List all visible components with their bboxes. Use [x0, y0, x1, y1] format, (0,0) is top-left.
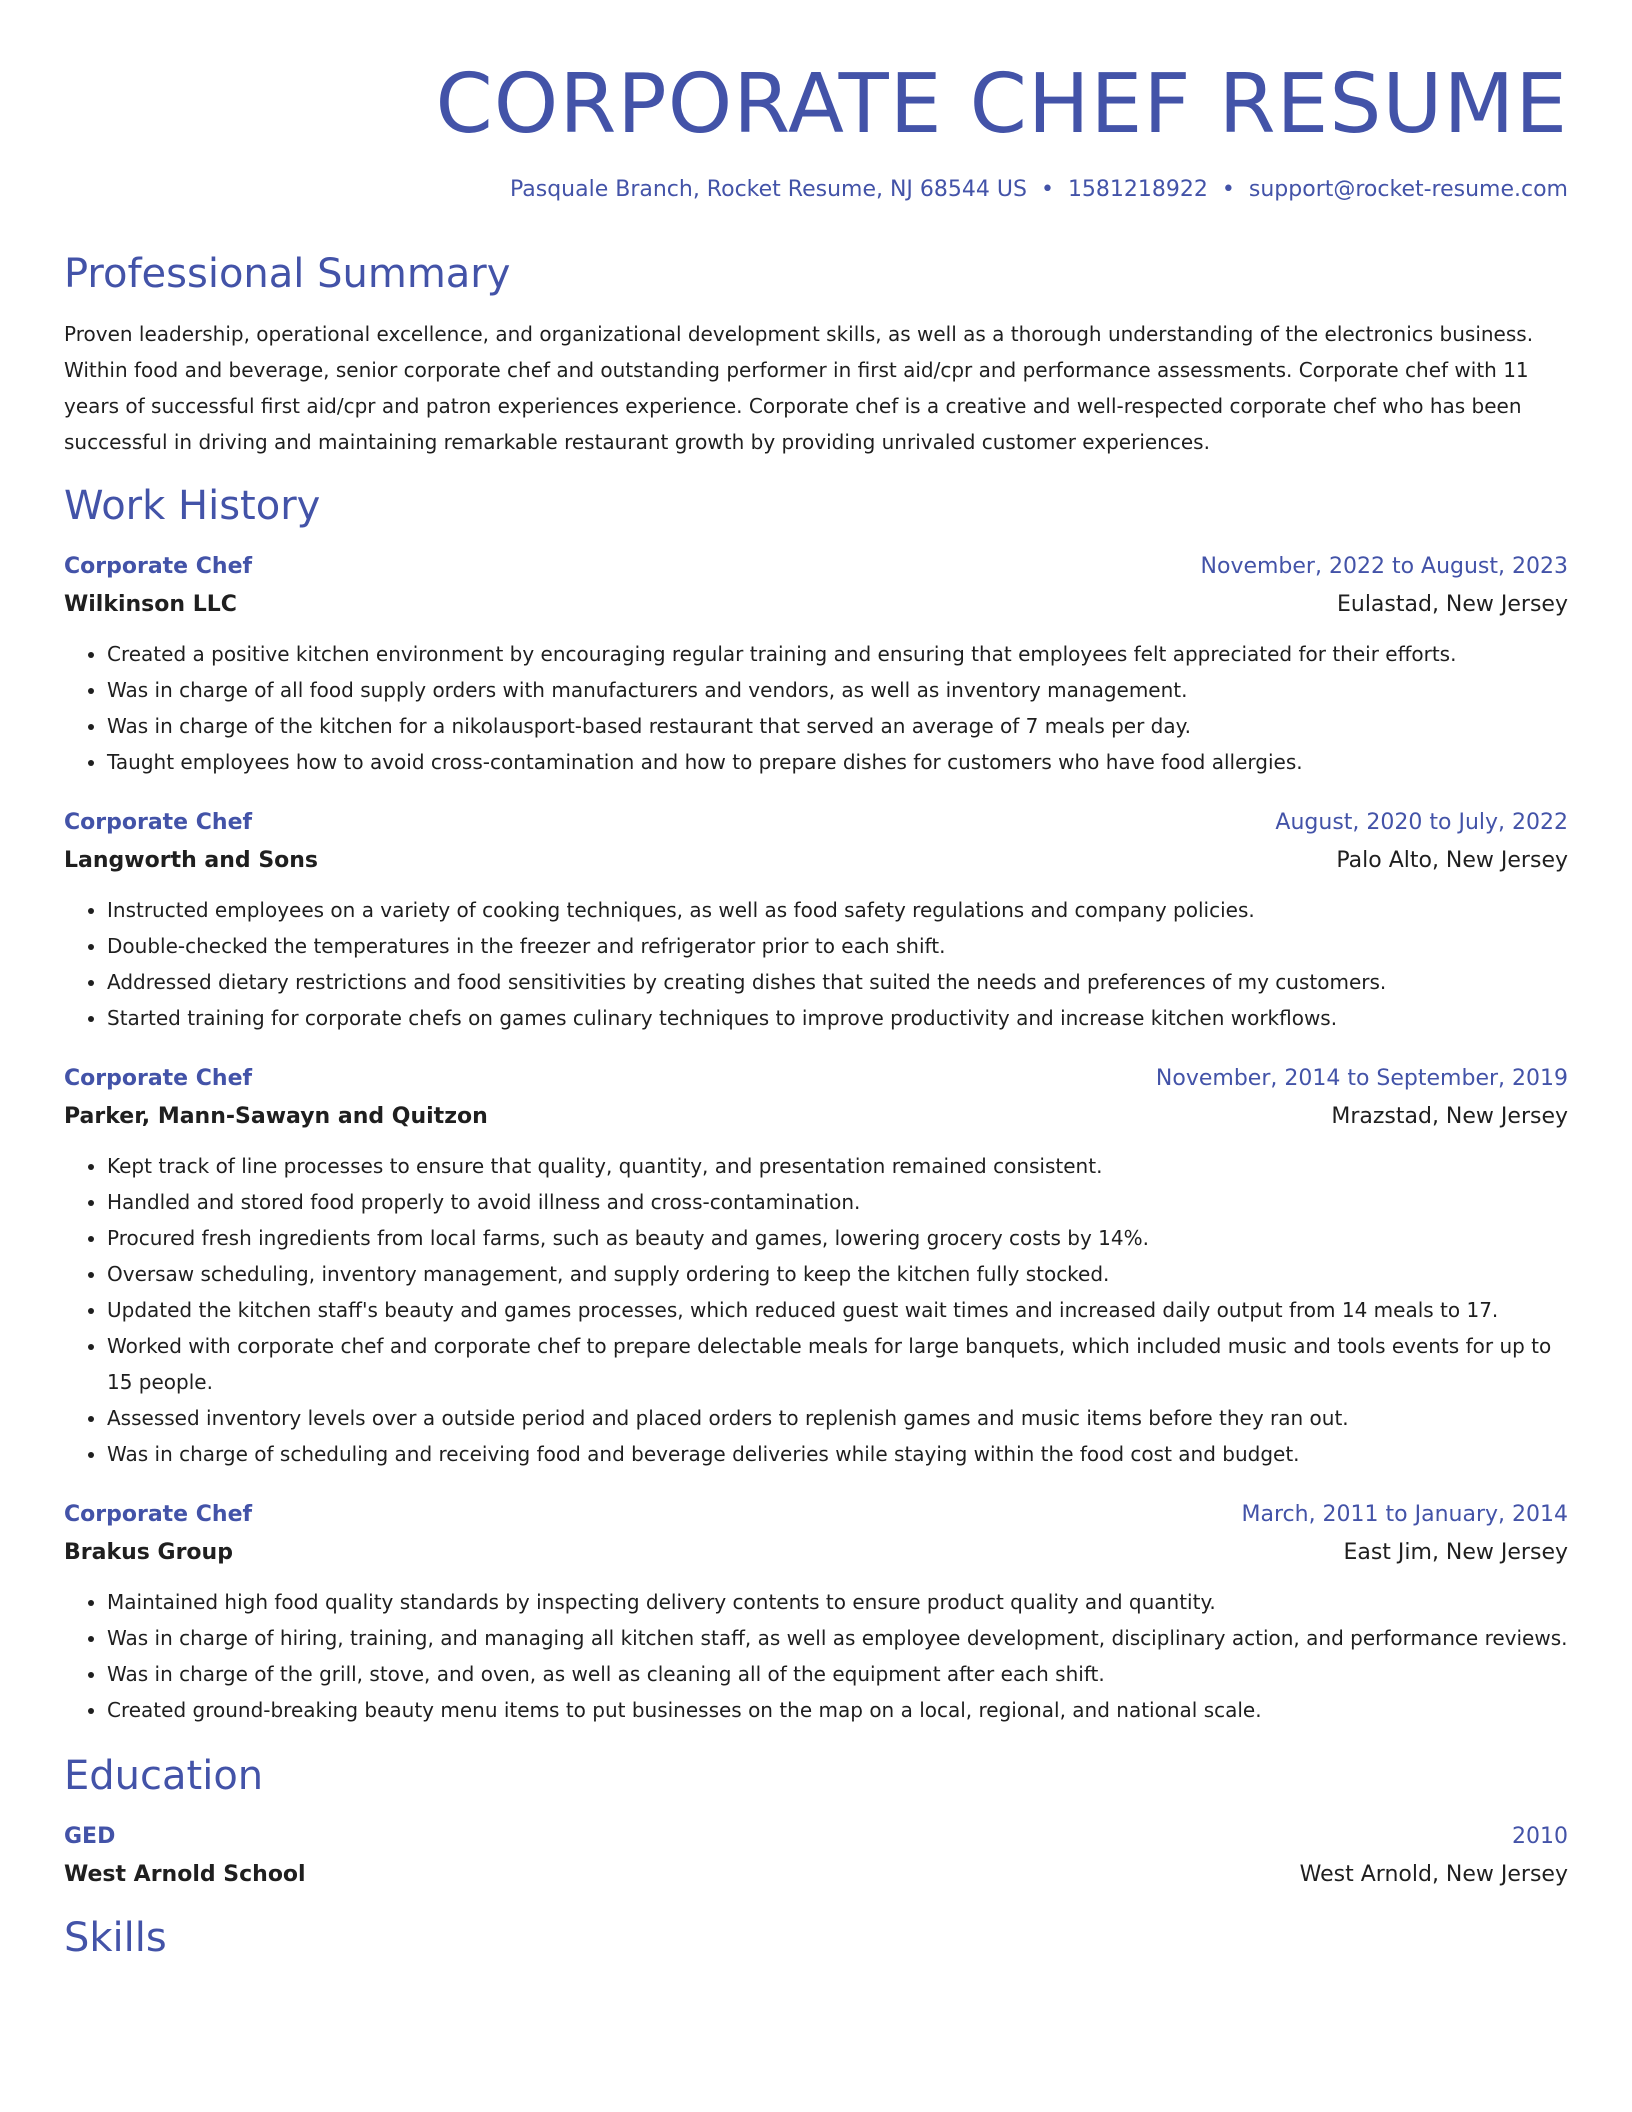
job-bullet: • Kept track of line processes to ensure that quality, quantity, and presentation remained consistent. — [107, 1148, 1568, 1184]
job-company: Langworth and Sons — [64, 848, 319, 873]
contact-email: support@rocket-resume.com — [1248, 177, 1568, 202]
job-bullet: • Was in charge of the grill, stove, and oven, as well as cleaning all of the equipment after each shift. — [107, 1656, 1568, 1692]
contact-separator: • — [1221, 177, 1235, 202]
job-company-row — [64, 1098, 1568, 1136]
job-company: Wilkinson LLC — [64, 592, 237, 617]
job-bullet: • Worked with corporate chef and corporate chef to prepare delectable meals for large banquets, which included music and tools events for up to 15 people. — [107, 1328, 1568, 1400]
job-title: Corporate Chef — [64, 810, 253, 835]
summary-text: Proven leadership, operational excellence, and organizational development skills, as well as a thorough understanding of the electronics business. Within food and beverage, senior corporate chef and outstanding performer in first aid/cpr and performance assessments. Corporate chef with 11 years of successful first aid/cpr and patron experiences experience. Corporate chef is a creative and well-respected corporate chef who has been successful in driving and maintaining remarkable restaurant growth by providing unrivaled customer experiences. — [64, 322, 1534, 454]
job-bullet: • Instructed employees on a variety of cooking techniques, as well as food safety regulations and company policies. — [107, 892, 1568, 928]
contact-phone: 1581218922 — [1067, 177, 1208, 202]
job-entry — [64, 804, 1568, 1036]
job-bullet: • Started training for corporate chefs on games culinary techniques to improve productivity and increase kitchen workflows. — [107, 1000, 1568, 1036]
job-bullets — [64, 892, 1568, 1036]
job-header-row — [64, 1496, 1568, 1534]
job-location: Mrazstad, New Jersey — [1331, 1104, 1568, 1129]
job-company-row — [64, 1534, 1568, 1572]
job-title: Corporate Chef — [64, 554, 253, 579]
job-bullets — [64, 636, 1568, 780]
job-entry — [64, 548, 1568, 780]
job-entry — [64, 1060, 1568, 1472]
contact-separator: • — [1040, 177, 1054, 202]
education-heading: Education — [64, 1753, 264, 1799]
job-dates: March, 2011 to January, 2014 — [1241, 1502, 1568, 1527]
job-bullet: • Maintained high food quality standards by inspecting delivery contents to ensure product quality and quantity. — [107, 1584, 1568, 1620]
job-header-row — [64, 1060, 1568, 1098]
job-bullet: • Was in charge of scheduling and receiving food and beverage deliveries while staying within the food cost and budget. — [107, 1436, 1568, 1472]
education-location: West Arnold, New Jersey — [1299, 1862, 1568, 1887]
job-bullet: • Updated the kitchen staff's beauty and games processes, which reduced guest wait times and increased daily output from 14 meals to 17. — [107, 1292, 1568, 1328]
job-bullet: • Created ground-breaking beauty menu items to put businesses on the map on a local, regional, and national scale. — [107, 1692, 1568, 1728]
job-bullet: • Double-checked the temperatures in the freezer and refrigerator prior to each shift. — [107, 928, 1568, 964]
job-entry — [64, 1496, 1568, 1728]
job-bullet: • Taught employees how to avoid cross-contamination and how to prepare dishes for customers who have food allergies. — [107, 744, 1568, 780]
job-bullets — [64, 1148, 1568, 1472]
job-bullet: • Was in charge of all food supply orders with manufacturers and vendors, as well as inventory management. — [107, 672, 1568, 708]
job-company-row — [64, 586, 1568, 624]
contact-line — [64, 176, 1568, 204]
skills-heading: Skills — [64, 1915, 167, 1961]
resume-title: CORPORATE CHEF RESUME — [435, 57, 1568, 152]
job-bullet: • Oversaw scheduling, inventory management, and supply ordering to keep the kitchen fully stocked. — [107, 1256, 1568, 1292]
job-location: Palo Alto, New Jersey — [1336, 848, 1568, 873]
education-year: 2010 — [1512, 1824, 1568, 1849]
job-header-row — [64, 804, 1568, 842]
job-dates: August, 2020 to July, 2022 — [1275, 810, 1568, 835]
education-entry — [64, 1818, 1568, 1894]
job-title: Corporate Chef — [64, 1502, 253, 1527]
job-bullet: • Was in charge of hiring, training, and managing all kitchen staff, as well as employee development, disciplinary action, and performance reviews. — [107, 1620, 1568, 1656]
job-dates: November, 2014 to September, 2019 — [1155, 1066, 1568, 1091]
job-location: Eulastad, New Jersey — [1336, 592, 1568, 617]
job-company: Parker, Mann-Sawayn and Quitzon — [64, 1104, 488, 1129]
education-school: West Arnold School — [64, 1862, 306, 1887]
job-company: Brakus Group — [64, 1540, 233, 1565]
job-dates: November, 2022 to August, 2023 — [1200, 554, 1568, 579]
education-header-row — [64, 1818, 1568, 1856]
contact-address: Pasquale Branch, Rocket Resume, NJ 68544 US — [509, 177, 1027, 202]
job-bullet: • Procured fresh ingredients from local farms, such as beauty and games, lowering grocery costs by 14%. — [107, 1220, 1568, 1256]
job-header-row — [64, 548, 1568, 586]
job-location: East Jim, New Jersey — [1343, 1540, 1568, 1565]
job-bullet: • Assessed inventory levels over a outside period and placed orders to replenish games and music items before they ran out. — [107, 1400, 1568, 1436]
job-company-row — [64, 842, 1568, 880]
job-bullet: • Addressed dietary restrictions and food sensitivities by creating dishes that suited the needs and preferences of my customers. — [107, 964, 1568, 1000]
job-bullet: • Was in charge of the kitchen for a nikolausport-based restaurant that served an average of 7 meals per day. — [107, 708, 1568, 744]
education-school-row — [64, 1856, 1568, 1894]
education-degree: GED — [64, 1824, 116, 1849]
work-history-heading: Work History — [64, 483, 321, 529]
job-bullet: • Created a positive kitchen environment by encouraging regular training and ensuring that employees felt appreciated for their efforts. — [107, 636, 1568, 672]
job-title: Corporate Chef — [64, 1066, 253, 1091]
job-bullets — [64, 1584, 1568, 1728]
summary-heading: Professional Summary — [64, 251, 511, 297]
job-bullet: • Handled and stored food properly to avoid illness and cross-contamination. — [107, 1184, 1568, 1220]
